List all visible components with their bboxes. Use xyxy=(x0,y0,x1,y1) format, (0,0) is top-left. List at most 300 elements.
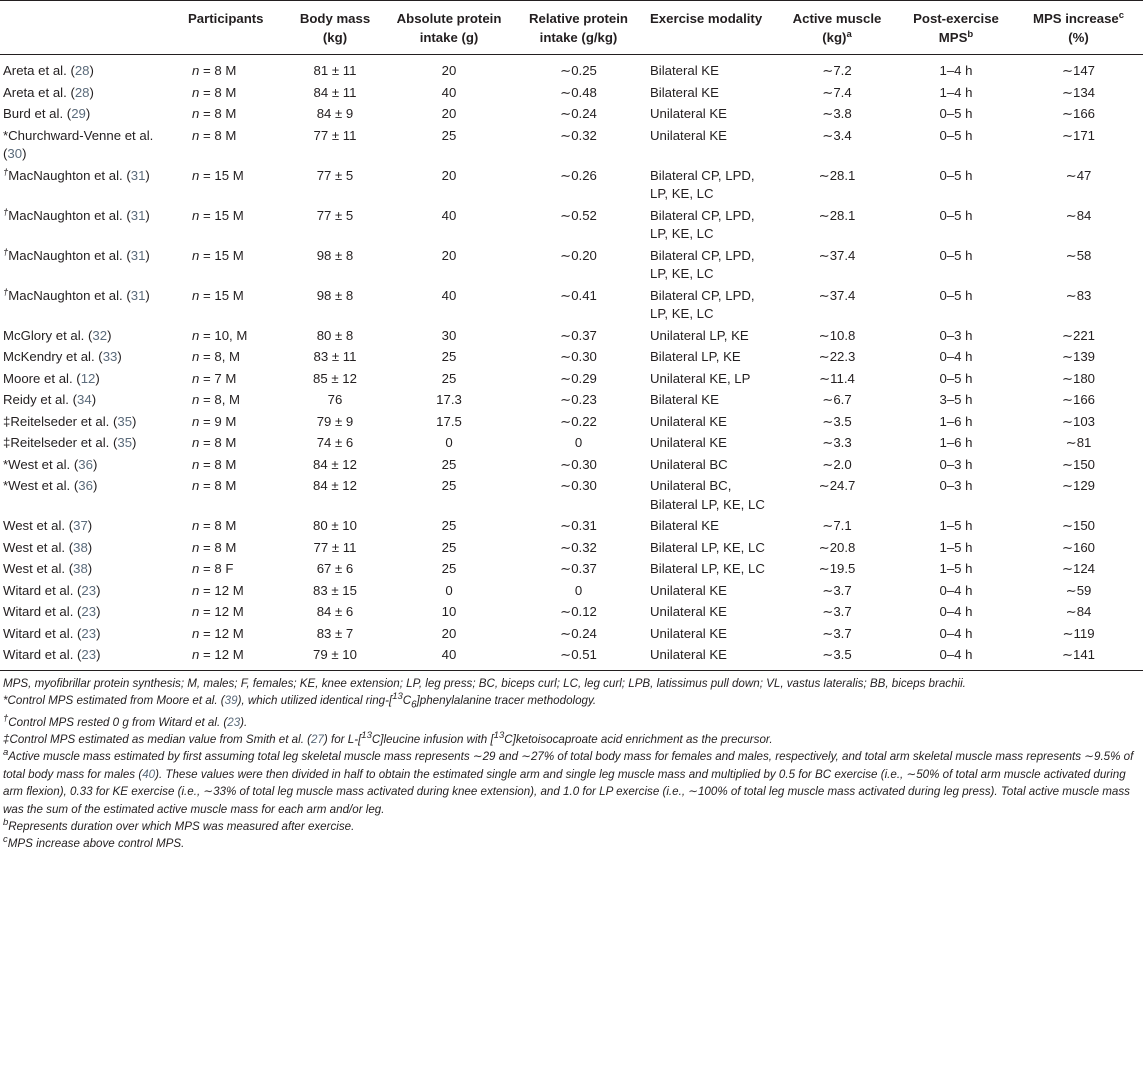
cell-exercise-modality: Bilateral LP, KE xyxy=(650,349,741,364)
study-reference-link[interactable]: 35 xyxy=(117,413,133,429)
participants-value: = 15 M xyxy=(203,167,244,183)
cell-study: ‡Reitelseder et al. (35) xyxy=(3,413,137,429)
cell-post-exercise-mps: 0–5 h xyxy=(939,106,973,121)
cell-participants xyxy=(184,346,283,368)
cell-mps-increase: ∼141 xyxy=(1061,647,1096,662)
footnote-a: $^a$Active muscle mass estimated by first assuming total leg skeletal muscle mass represents ∼29 and ∼27% of total body mass for females and males, respectively, and total arm skeletal muscle mass represents ∼9.5% of total body mass for males (40). These values were then divided in half to obtain the estimated single arm and single leg muscle mass and multiplied by 0.5 for BC exercise (i.e., ∼50% of total arm muscle activated during arm flexion), 0.33 for KE exercise (i.e., ∼33% of total leg muscle mass activated during knee extension), and 1.0 for LP exercise (i.e., ∼100% of total leg muscle mass activated during leg press). Total active muscle mass was the sum of the estimated active muscle mass for each arm and/or leg. xyxy=(3,747,1134,816)
cell-relative-protein: ∼0.30 xyxy=(560,349,597,364)
footnote-a-ref[interactable]: 40 xyxy=(142,767,156,781)
cell-active-muscle: ∼28.1 xyxy=(818,207,856,223)
cell-active-muscle: ∼3.5 xyxy=(822,647,852,662)
cell-study: Witard et al. (23) xyxy=(3,582,101,598)
header-mps-increase-label: MPS increase xyxy=(1032,11,1119,26)
cell-absolute-protein: 25 xyxy=(441,349,457,364)
cell-study: Areta et al. (28) xyxy=(3,84,94,100)
cell-participants xyxy=(184,103,283,125)
cell-post-exercise-mps: 1–6 h xyxy=(939,435,973,450)
cell-mps-increase: ∼150 xyxy=(1061,518,1096,533)
study-reference-link[interactable]: 23 xyxy=(81,647,97,662)
header-body-mass: Body mass (kg) xyxy=(283,1,387,55)
cell-participants xyxy=(184,82,283,104)
cell-mps-increase: ∼134 xyxy=(1061,84,1096,100)
participants-value: = 8, M xyxy=(203,392,241,407)
cell-active-muscle: ∼3.5 xyxy=(822,413,852,429)
cell-active-muscle: ∼37.4 xyxy=(818,247,856,263)
participants-n-symbol: n xyxy=(192,247,200,263)
cell-post-exercise-mps: 1–4 h xyxy=(939,63,973,78)
cell-absolute-protein: 0 xyxy=(445,582,453,598)
participants-n-symbol: n xyxy=(192,456,200,472)
cell-participants xyxy=(184,245,283,285)
cell-active-muscle: ∼6.7 xyxy=(822,392,852,407)
study-author: West et al. xyxy=(3,539,66,555)
participants-n-symbol: n xyxy=(192,287,200,303)
cell-exercise-modality: Bilateral KE xyxy=(650,392,719,407)
cell-relative-protein: ∼0.24 xyxy=(560,106,597,121)
cell-mps-increase: ∼59 xyxy=(1065,582,1092,598)
cell-exercise-modality: Unilateral BC xyxy=(650,456,728,472)
cell-mps-increase: ∼150 xyxy=(1061,456,1096,472)
cell-relative-protein: ∼0.32 xyxy=(560,127,597,143)
participants-value: = 15 M xyxy=(203,207,244,223)
cell-relative-protein: ∼0.20 xyxy=(560,247,597,263)
cell-post-exercise-mps: 0–5 h xyxy=(939,287,973,303)
cell-body-mass: 76 xyxy=(327,392,343,407)
cell-relative-protein: ∼0.48 xyxy=(560,84,597,100)
cell-exercise-modality: Unilateral KE xyxy=(650,625,727,641)
participants-n-symbol: n xyxy=(192,582,200,598)
cell-exercise-modality: Bilateral CP, LPD, LP, KE, LC xyxy=(650,247,755,281)
participants-value: = 12 M xyxy=(203,582,244,598)
cell-post-exercise-mps: 0–4 h xyxy=(939,647,973,662)
participants-value: = 8 M xyxy=(203,478,237,493)
cell-post-exercise-mps: 0–5 h xyxy=(939,207,973,223)
study-author: West et al. xyxy=(8,456,71,472)
participants-n-symbol: n xyxy=(192,625,200,641)
cell-participants xyxy=(184,368,283,390)
cell-post-exercise-mps: 1–6 h xyxy=(939,413,973,429)
participants-value: = 8 M xyxy=(203,435,237,450)
cell-absolute-protein: 25 xyxy=(441,539,457,555)
cell-body-mass: 79 ± 9 xyxy=(316,413,354,429)
participants-n-symbol: n xyxy=(192,647,200,662)
cell-post-exercise-mps: 1–5 h xyxy=(939,539,973,555)
participants-n-symbol: n xyxy=(192,518,200,533)
participants-n-symbol: n xyxy=(192,127,200,143)
cell-exercise-modality: Unilateral KE xyxy=(650,604,727,619)
cell-absolute-protein: 25 xyxy=(441,127,457,143)
header-active-muscle-label: Active muscle (kg) xyxy=(792,11,882,45)
participants-value: = 8 M xyxy=(203,518,237,533)
cell-mps-increase: ∼58 xyxy=(1065,247,1092,263)
cell-exercise-modality: Unilateral KE xyxy=(650,413,727,429)
cell-post-exercise-mps: 1–5 h xyxy=(939,518,973,533)
cell-study: Moore et al. (12) xyxy=(3,370,100,386)
study-reference-link[interactable]: 36 xyxy=(78,478,93,493)
cell-study: West et al. (38) xyxy=(3,539,93,555)
table-row xyxy=(0,644,1143,670)
table-row xyxy=(0,558,1143,580)
cell-study: West et al. (37) xyxy=(3,518,93,533)
cell-exercise-modality: Unilateral KE xyxy=(650,106,727,121)
cell-participants xyxy=(184,623,283,645)
study-reference-link[interactable]: 23 xyxy=(81,582,97,598)
cell-participants xyxy=(184,389,283,411)
cell-absolute-protein: 25 xyxy=(441,456,457,472)
cell-participants xyxy=(184,432,283,454)
cell-participants xyxy=(184,454,283,476)
cell-body-mass: 84 ± 12 xyxy=(313,478,357,493)
study-author: Areta et al. xyxy=(3,63,67,78)
header-mps-increase-unit: (%) xyxy=(1068,29,1089,45)
cell-absolute-protein: 17.5 xyxy=(436,413,462,429)
cell-relative-protein: ∼0.30 xyxy=(560,478,597,493)
participants-n-symbol: n xyxy=(192,413,200,429)
participants-value: = 8 M xyxy=(203,84,237,100)
participants-value: = 8 M xyxy=(203,106,237,121)
table-body xyxy=(0,55,1143,671)
study-author: Witard et al. xyxy=(3,604,74,619)
cell-absolute-protein: 40 xyxy=(441,84,457,100)
study-reference-link[interactable]: 29 xyxy=(71,106,86,121)
header-exercise-modality: Exercise modality xyxy=(646,1,776,55)
cell-post-exercise-mps: 0–4 h xyxy=(939,582,973,598)
cell-post-exercise-mps: 0–5 h xyxy=(939,127,973,143)
cell-body-mass: 83 ± 15 xyxy=(313,582,357,598)
participants-value: = 7 M xyxy=(203,370,237,386)
participants-value: = 12 M xyxy=(203,625,244,641)
study-reference-link[interactable]: 30 xyxy=(7,146,23,161)
participants-value: = 9 M xyxy=(203,413,237,429)
cell-body-mass: 74 ± 6 xyxy=(316,435,354,450)
table-row xyxy=(0,285,1143,325)
table-row xyxy=(0,515,1143,537)
table-row xyxy=(0,454,1143,476)
cell-body-mass: 77 ± 5 xyxy=(316,167,354,183)
cell-mps-increase: ∼147 xyxy=(1061,63,1096,78)
cell-participants xyxy=(184,205,283,245)
study-author: MacNaughton et al. xyxy=(8,167,123,183)
participants-n-symbol: n xyxy=(192,561,200,576)
participants-value: = 15 M xyxy=(203,247,244,263)
cell-active-muscle: ∼2.0 xyxy=(822,456,852,472)
cell-body-mass: 77 ± 5 xyxy=(316,207,354,223)
cell-body-mass: 85 ± 12 xyxy=(313,370,357,386)
study-footnote-marker: † xyxy=(3,246,9,258)
participants-value: = 8 M xyxy=(203,63,237,78)
table-row xyxy=(0,475,1143,515)
cell-study: †MacNaughton et al. (31) xyxy=(3,246,150,263)
study-reference-link[interactable]: 34 xyxy=(77,392,92,407)
study-author: West et al. xyxy=(3,561,66,576)
cell-relative-protein: ∼0.12 xyxy=(560,604,597,619)
header-participants: Participants xyxy=(184,1,283,55)
cell-absolute-protein: 10 xyxy=(441,604,457,619)
cell-absolute-protein: 20 xyxy=(441,625,457,641)
cell-mps-increase: ∼103 xyxy=(1061,413,1096,429)
cell-relative-protein: ∼0.23 xyxy=(560,392,597,407)
table-header xyxy=(0,1,1143,55)
cell-body-mass: 67 ± 6 xyxy=(316,561,354,576)
cell-mps-increase: ∼160 xyxy=(1061,539,1096,555)
header-mps-increase-footnote: c xyxy=(1118,10,1125,21)
table-row xyxy=(0,411,1143,433)
cell-exercise-modality: Bilateral LP, KE, LC xyxy=(650,561,765,576)
cell-absolute-protein: 20 xyxy=(441,106,457,121)
cell-relative-protein: ∼0.30 xyxy=(560,456,597,472)
cell-participants xyxy=(184,601,283,623)
study-reference-link[interactable]: 38 xyxy=(73,539,88,555)
cell-participants xyxy=(184,325,283,347)
cell-mps-increase: ∼81 xyxy=(1065,435,1092,450)
study-reference-link[interactable]: 23 xyxy=(81,625,97,641)
cell-study: *West et al. (36) xyxy=(3,456,98,472)
table-row xyxy=(0,55,1143,82)
participants-value: = 8 M xyxy=(203,539,237,555)
cell-post-exercise-mps: 0–3 h xyxy=(939,456,973,472)
cell-study: Witard et al. (23) xyxy=(3,625,101,641)
study-reference-link[interactable]: 33 xyxy=(102,349,118,364)
study-author: West et al. xyxy=(8,478,71,493)
cell-absolute-protein: 25 xyxy=(441,518,457,533)
cell-body-mass: 80 ± 8 xyxy=(316,327,354,343)
cell-mps-increase: ∼84 xyxy=(1065,207,1092,223)
cell-study: Burd et al. (29) xyxy=(3,106,91,121)
table-row xyxy=(0,389,1143,411)
study-reference-link[interactable]: 37 xyxy=(73,518,88,533)
participants-value: = 8 F xyxy=(203,561,234,576)
table-row xyxy=(0,205,1143,245)
cell-relative-protein: 0 xyxy=(574,582,583,598)
study-reference-link[interactable]: 31 xyxy=(130,207,146,223)
study-author: Reidy et al. xyxy=(3,392,69,407)
cell-relative-protein: ∼0.51 xyxy=(560,647,597,662)
cell-active-muscle: ∼11.4 xyxy=(819,370,855,386)
study-author: Reitelseder et al. xyxy=(10,413,110,429)
cell-body-mass: 80 ± 10 xyxy=(313,518,357,533)
study-author: Burd et al. xyxy=(3,106,64,121)
participants-n-symbol: n xyxy=(192,478,200,493)
cell-absolute-protein: 40 xyxy=(441,287,457,303)
cell-relative-protein: ∼0.24 xyxy=(560,625,597,641)
cell-relative-protein: ∼0.41 xyxy=(560,287,597,303)
table-row xyxy=(0,165,1143,205)
cell-exercise-modality: Bilateral CP, LPD, LP, KE, LC xyxy=(650,287,755,321)
cell-study: Witard et al. (23) xyxy=(3,604,101,619)
cell-study: West et al. (38) xyxy=(3,561,93,576)
cell-active-muscle: ∼37.4 xyxy=(818,287,856,303)
study-reference-link[interactable]: 23 xyxy=(81,604,97,619)
participants-n-symbol: n xyxy=(192,207,200,223)
study-author: Moore et al. xyxy=(3,370,73,386)
study-author: Churchward-Venne et al. xyxy=(8,127,154,143)
cell-post-exercise-mps: 3–5 h xyxy=(939,392,973,407)
cell-exercise-modality: Bilateral CP, LPD, LP, KE, LC xyxy=(650,207,755,241)
study-reference-link[interactable]: 28 xyxy=(74,63,90,78)
cell-absolute-protein: 20 xyxy=(441,63,457,78)
cell-post-exercise-mps: 0–5 h xyxy=(939,370,973,386)
participants-value: = 8 M xyxy=(203,456,237,472)
cell-post-exercise-mps: 1–4 h xyxy=(939,84,973,100)
cell-body-mass: 84 ± 9 xyxy=(316,106,354,121)
participants-n-symbol: n xyxy=(192,349,200,364)
cell-active-muscle: ∼3.7 xyxy=(822,604,852,619)
header-study xyxy=(0,1,184,55)
cell-relative-protein: ∼0.37 xyxy=(560,327,597,343)
cell-body-mass: 98 ± 8 xyxy=(316,247,354,263)
study-author: MacNaughton et al. xyxy=(8,287,123,303)
cell-body-mass: 84 ± 11 xyxy=(313,84,357,100)
study-reference-link[interactable]: 31 xyxy=(130,247,146,263)
study-reference-link[interactable]: 12 xyxy=(80,370,96,386)
study-author: MacNaughton et al. xyxy=(8,207,123,223)
footnote-double-dagger-ref[interactable]: 27 xyxy=(311,733,324,747)
cell-body-mass: 81 ± 11 xyxy=(313,63,357,78)
participants-value: = 12 M xyxy=(203,647,244,662)
table-row xyxy=(0,623,1143,645)
cell-mps-increase: ∼124 xyxy=(1061,561,1096,576)
cell-absolute-protein: 17.3 xyxy=(436,392,462,407)
participants-value: = 8, M xyxy=(203,349,241,364)
footnote-dagger-ref[interactable]: 23 xyxy=(227,715,241,729)
cell-participants xyxy=(184,411,283,433)
study-reference-link[interactable]: 32 xyxy=(92,327,108,343)
cell-mps-increase: ∼171 xyxy=(1061,127,1096,143)
cell-exercise-modality: Bilateral CP, LPD, LP, KE, LC xyxy=(650,167,755,201)
study-reference-link[interactable]: 38 xyxy=(73,561,88,576)
cell-post-exercise-mps: 0–4 h xyxy=(939,604,973,619)
cell-relative-protein: ∼0.52 xyxy=(560,207,597,223)
cell-study: *Churchward-Venne et al. (30) xyxy=(3,127,154,161)
participants-n-symbol: n xyxy=(192,84,200,100)
table-footnotes xyxy=(0,671,1143,853)
header-absolute-protein: Absolute protein intake (g) xyxy=(387,1,511,55)
cell-relative-protein: 0 xyxy=(574,435,583,450)
cell-relative-protein: ∼0.22 xyxy=(560,413,597,429)
study-reference-link[interactable]: 31 xyxy=(130,167,146,183)
cell-active-muscle: ∼3.7 xyxy=(822,582,852,598)
footnote-double-dagger: ‡Control MPS estimated as median value from Smith et al. (27) for L-[$^{13}$C]leucine infusion with [$^{13}$C]ketoisocaproate acid enrichment as the precursor. xyxy=(3,730,773,747)
participants-n-symbol: n xyxy=(192,63,200,78)
cell-relative-protein: ∼0.25 xyxy=(560,63,597,78)
cell-mps-increase: ∼139 xyxy=(1061,349,1096,364)
cell-absolute-protein: 25 xyxy=(441,561,457,576)
header-post-exercise-mps-footnote: b xyxy=(967,28,974,40)
cell-mps-increase: ∼221 xyxy=(1061,327,1096,343)
header-active-muscle xyxy=(776,1,898,55)
study-footnote-marker: * xyxy=(3,456,9,472)
cell-mps-increase: ∼166 xyxy=(1061,392,1096,407)
cell-post-exercise-mps: 0–3 h xyxy=(939,327,973,343)
cell-active-muscle: ∼10.8 xyxy=(818,327,856,343)
participants-n-symbol: n xyxy=(192,106,200,121)
header-mps-increase xyxy=(1014,1,1143,55)
study-author: McKendry et al. xyxy=(3,349,95,364)
study-author: Areta et al. xyxy=(3,84,67,100)
study-author: West et al. xyxy=(3,518,66,533)
cell-body-mass: 77 ± 11 xyxy=(313,127,357,143)
study-reference-link[interactable]: 36 xyxy=(78,456,93,472)
cell-post-exercise-mps: 0–5 h xyxy=(939,247,973,263)
cell-study: ‡Reitelseder et al. (35) xyxy=(3,435,137,450)
participants-n-symbol: n xyxy=(192,167,200,183)
study-reference-link[interactable]: 31 xyxy=(130,287,146,303)
cell-active-muscle: ∼24.7 xyxy=(818,478,856,493)
study-reference-link[interactable]: 28 xyxy=(74,84,90,100)
cell-participants xyxy=(184,285,283,325)
participants-n-symbol: n xyxy=(192,327,200,343)
cell-post-exercise-mps: 1–5 h xyxy=(939,561,973,576)
study-footnote-marker: * xyxy=(3,127,9,143)
cell-body-mass: 79 ± 10 xyxy=(313,647,357,662)
cell-mps-increase: ∼84 xyxy=(1065,604,1092,619)
table-row xyxy=(0,537,1143,559)
cell-exercise-modality: Bilateral KE xyxy=(650,63,719,78)
cell-study: McKendry et al. (33) xyxy=(3,349,122,364)
cell-study: †MacNaughton et al. (31) xyxy=(3,166,150,183)
footnote-c: $^c$MPS increase above control MPS. xyxy=(3,834,185,851)
cell-participants xyxy=(184,644,283,670)
cell-post-exercise-mps: 0–4 h xyxy=(939,349,973,364)
study-footnote-marker: * xyxy=(3,478,9,493)
cell-participants xyxy=(184,125,283,165)
table-row xyxy=(0,601,1143,623)
cell-exercise-modality: Unilateral LP, KE xyxy=(650,327,749,343)
table-row xyxy=(0,245,1143,285)
cell-mps-increase: ∼47 xyxy=(1065,167,1092,183)
study-footnote-marker: ‡ xyxy=(3,435,11,450)
cell-active-muscle: ∼3.8 xyxy=(822,106,852,121)
table-row xyxy=(0,82,1143,104)
study-footnote-marker: † xyxy=(3,286,9,298)
header-active-muscle-footnote: a xyxy=(846,28,852,40)
cell-absolute-protein: 30 xyxy=(441,327,457,343)
cell-participants xyxy=(184,580,283,602)
cell-participants xyxy=(184,537,283,559)
participants-n-symbol: n xyxy=(192,370,200,386)
cell-body-mass: 77 ± 11 xyxy=(313,539,357,555)
cell-participants xyxy=(184,55,283,82)
cell-mps-increase: ∼119 xyxy=(1062,625,1095,641)
cell-exercise-modality: Unilateral KE xyxy=(650,435,727,450)
footnote-star-ref[interactable]: 39 xyxy=(224,693,238,707)
cell-absolute-protein: 40 xyxy=(441,647,457,662)
table-row xyxy=(0,432,1143,454)
cell-exercise-modality: Bilateral KE xyxy=(650,518,719,533)
cell-exercise-modality: Unilateral BC, Bilateral LP, KE, LC xyxy=(650,478,765,512)
cell-post-exercise-mps: 0–3 h xyxy=(939,478,973,493)
study-reference-link[interactable]: 35 xyxy=(117,435,133,450)
header-post-exercise-mps xyxy=(898,1,1014,55)
table-row xyxy=(0,368,1143,390)
study-footnote-marker: † xyxy=(3,166,9,178)
cell-relative-protein: ∼0.32 xyxy=(560,539,597,555)
cell-absolute-protein: 25 xyxy=(441,370,457,386)
cell-exercise-modality: Bilateral LP, KE, LC xyxy=(650,539,765,555)
cell-study: Areta et al. (28) xyxy=(3,63,94,78)
cell-relative-protein: ∼0.29 xyxy=(560,370,597,386)
study-author: Witard et al. xyxy=(3,625,74,641)
table-row xyxy=(0,346,1143,368)
header-relative-protein: Relative protein intake (g/kg) xyxy=(511,1,646,55)
footnote-star: *Control MPS estimated from Moore et al. (39), which utilized identical ring-$[^{13}C_6]phenylalanine$ tracer methodology. xyxy=(3,690,597,711)
study-author: MacNaughton et al. xyxy=(8,247,123,263)
cell-active-muscle: ∼3.7 xyxy=(822,625,852,641)
study-author: Witard et al. xyxy=(3,647,74,662)
participants-value: = 12 M xyxy=(203,604,244,619)
cell-body-mass: 84 ± 6 xyxy=(316,604,354,619)
cell-study: Reidy et al. (34) xyxy=(3,392,97,407)
